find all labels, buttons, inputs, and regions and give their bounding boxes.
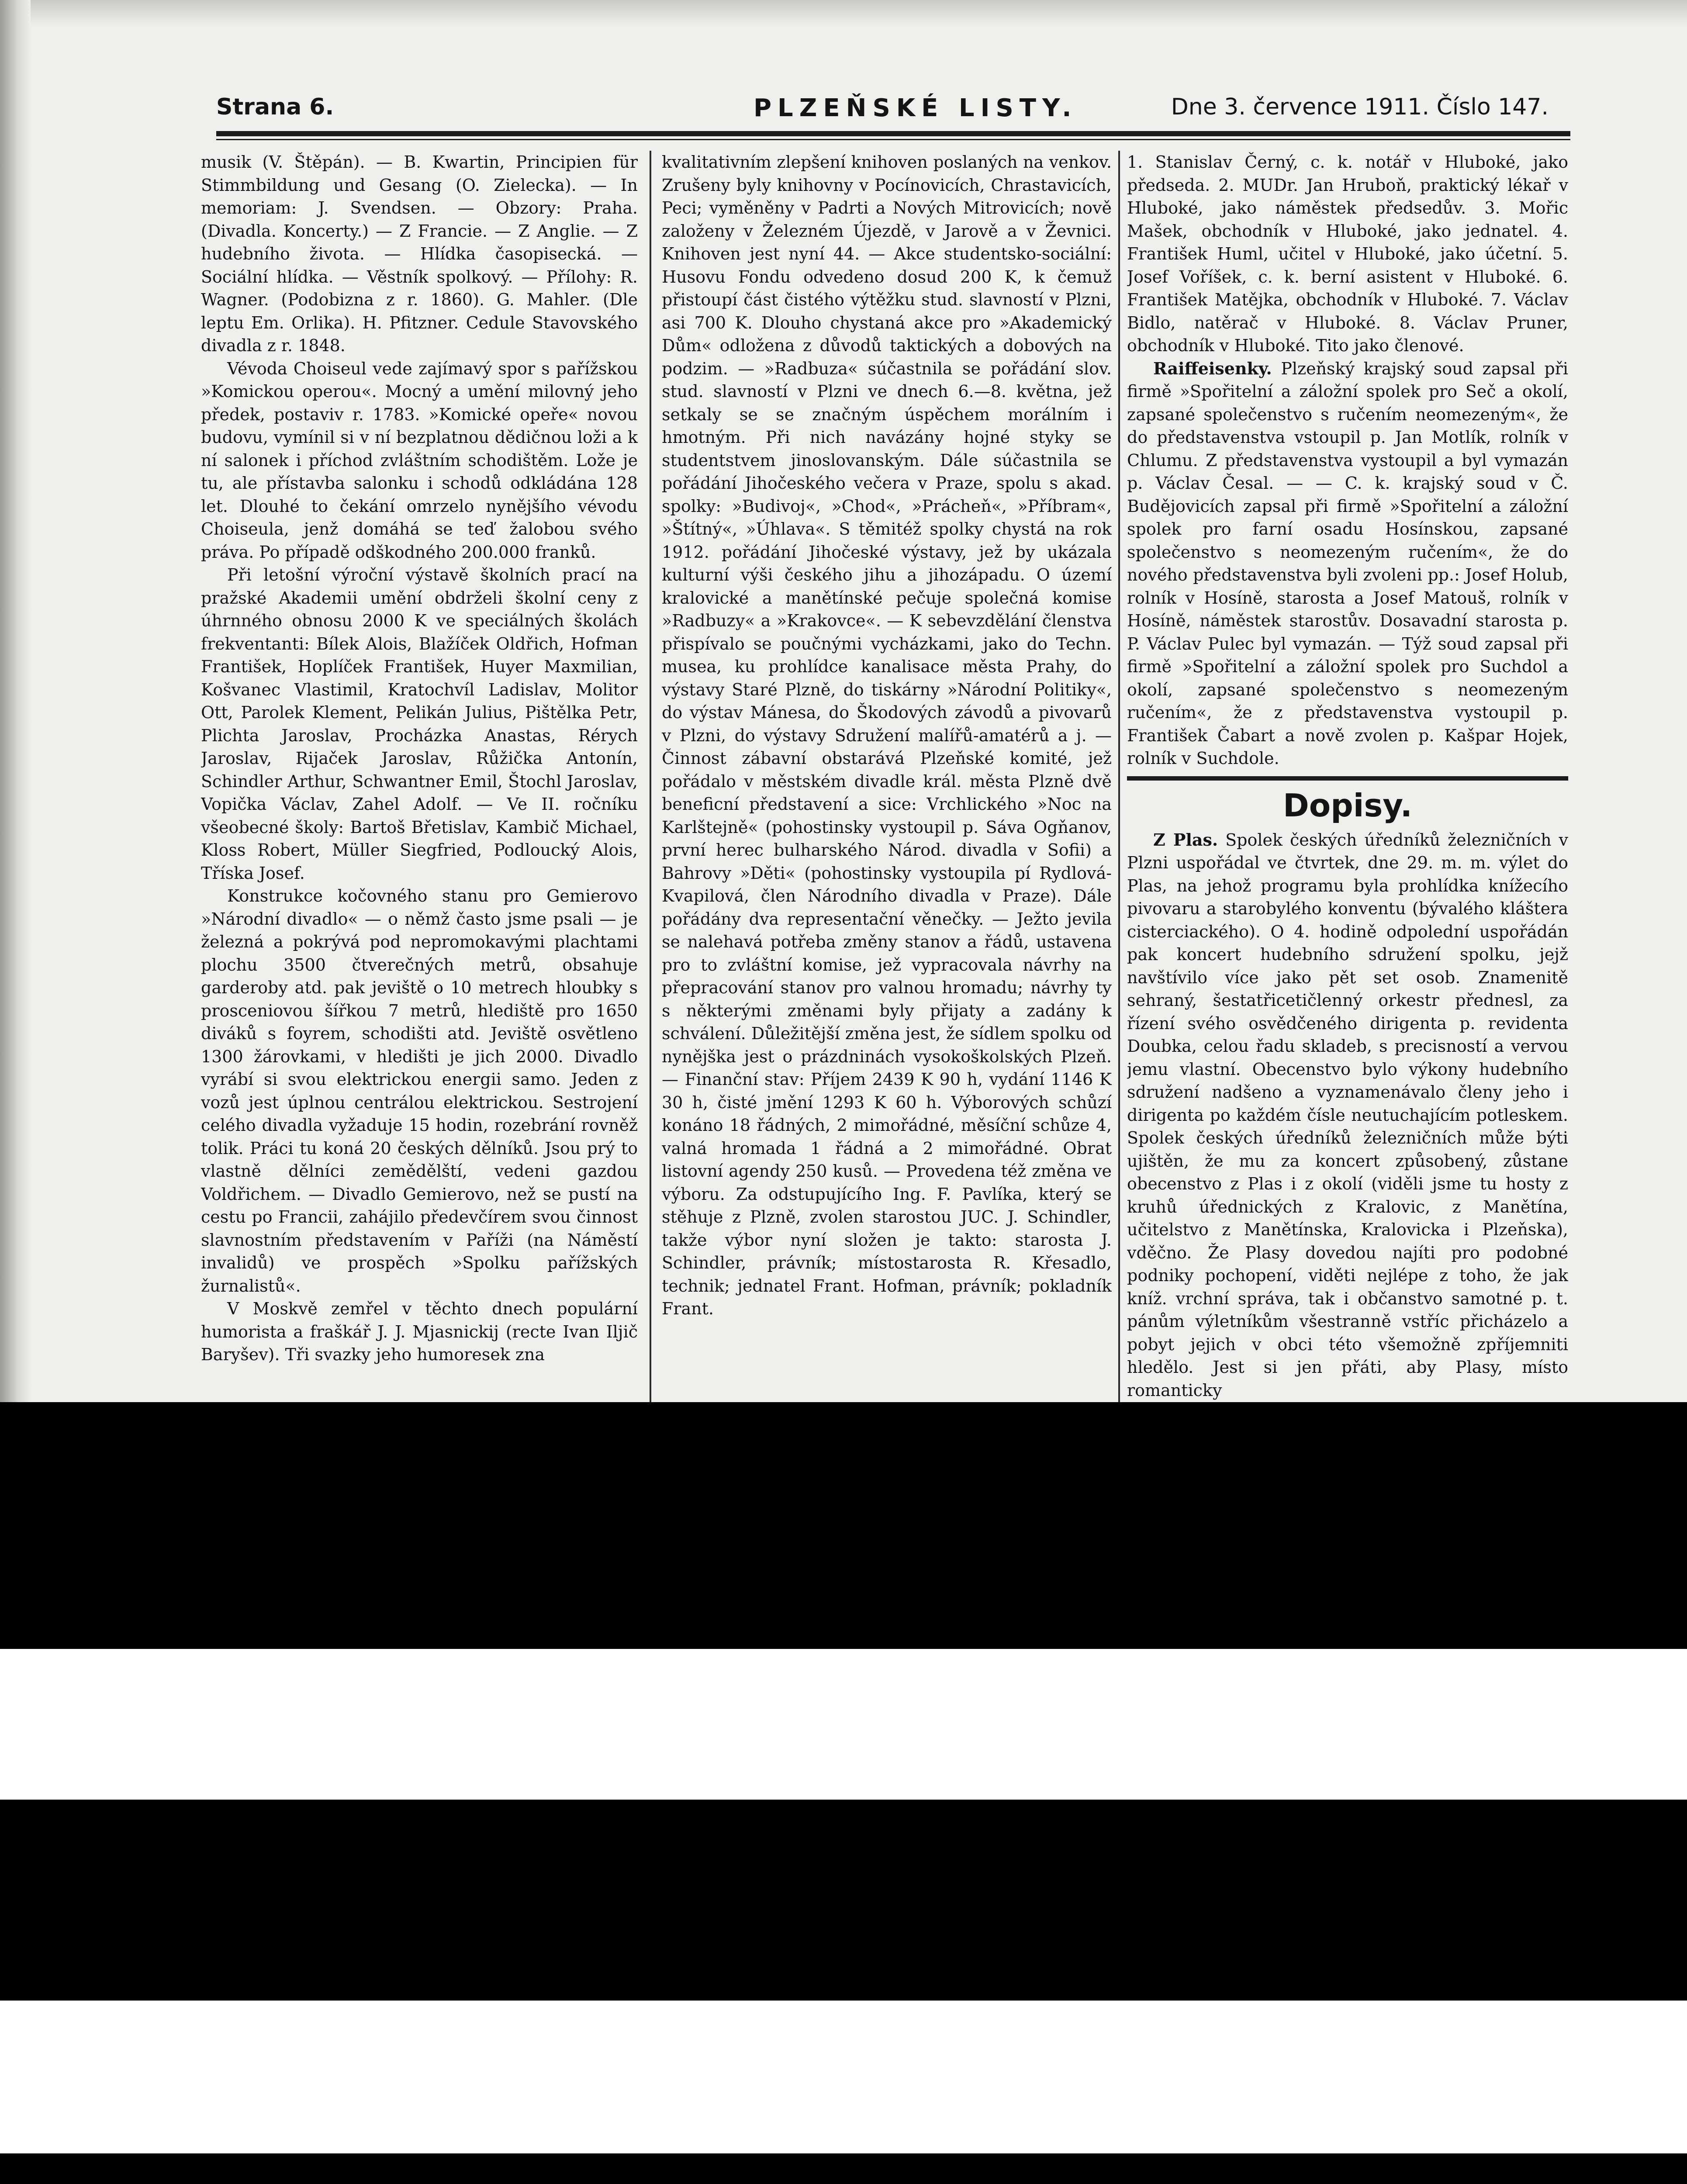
paragraph-text: Spolek českých úředníků železničních v Plzni uspořádal ve čtvrtek, dne 29. m. m. výlet do Plas, na jehož programu byla prohlídka knížecího pivovaru a starobylého konventu (bývalého kláštera cisterciackého). O 4. hodině odpolední uspořádán pak koncert hudebního sdružení spolku, jejž navštívilo více jako pět set osob. Znamenitě sehraný, šestatřicetičlenný orkestr přednesl, za řízení svého osvědčeného dirigenta p. revidenta Doubka, celou řadu skladeb, s precisností a vervou jemu vlastní. Obecenstvo bylo výkony hudebního sdružení nadšeno a vyznamenávalo členy jeho i dirigenta po každém čísle neutuchajícím potleskem. Spolek českých úředníků železničních může býti ujištěn, že mu za koncert způsobený, zůstane obecenstvo z Plas i z okolí (viděli jsme tu hosty z kruhů úřednických z Kralovic, z Manětína, učitelstvo z Manětínska, Kralovicka i Plzeňska), vděčno. Že Plasy dovedou najíti pro podobné podniky pochopení, viděti nejlépe z toho, že jak kníž. vrchní správa, tak i občanstvo samotné p. t. pánům výletníkům všestranně vstříc přicházelo a pobyt jejich v obci této všemožně zpříjemniti hledělo. Jest si jen přáti, aby Plasy, místo romanticky: [1127, 830, 1568, 1400]
paragraph-text: Plzeňský krajský soud zapsal při firmě »Spořitelní a záložní spolek pro Seč a okolí, zapsané společenstvo s ručením neomezeným«, že do představenstva vstoupil p. Jan Motlík, rolník v Chlumu. Z představenstva vystoupil a byl vymazán p. Václav Česal. — — C. k. krajský soud v Č. Budějovicích zapsal při firmě »Spořitelní a záložní spolek pro farní osadu Hosínskou, zapsané společenstvo s neomezeným ručením«, že do nového představenstva byli zvoleni pp.: Josef Holub, rolník v Hosíně, starosta a Josef Matouš, rolník v Hosíně, náměstek starostův. Dosavadní starosta p. P. Václav Pulec byl vymazán. — Týž soud zapsal při firmě »Spořitelní a záložní spolek pro Suchdol a okolí, zapsané společenstvo s neomezeným ručením«, že z představenstva vystoupil p. František Čabart a nově zvolen p. Kašpar Hojek, rolník v Suchdole.: [1127, 359, 1568, 768]
paragraph: musik (V. Štěpán). — B. Kwartin, Principien für Stimmbildung und Gesang (O. Zielecka). — In memoriam: J. Svendsen. — Obzory: Praha. (Divadla. Koncerty.) — Z Francie. — Z Anglie. — Z hudebního života. — Hlídka časopisecká. — Sociální hlídka. — Věstník spolkový. — Přílohy: R. Wagner. (Podobizna z r. 1860). G. Mahler. (Dle leptu Em. Orlika). H. Pfitzner. Cedule Stavovského divadla z r. 1848.: [201, 152, 638, 355]
column-divider: [650, 151, 651, 1402]
black-band: [0, 1402, 1687, 1649]
column-divider: [1118, 151, 1120, 1402]
paragraph-lead: Raiffeisenky.: [1153, 358, 1272, 378]
scan-edge-top: [0, 0, 1687, 26]
paragraph: kvalitativním zlepšení knihoven poslaných na venkov. Zrušeny byly knihovny v Pocínovicích, Chrastavicích, Peci; vyměněny v Padrti a Nových Mitrovicích; nově založeny v Železném Újezdě, v Jarově a v Ževnici. Knihoven jest nyní 44. — Akce studentsko-sociální: Husovu Fondu odvedeno dosud 200 K, k čemuž přistoupí část čistého výtěžku stud. slavností v Plzni, asi 700 K. Dlouho chystaná akce pro »Akademický Dům« odložena z důvodů taktických a dobových na podzim. — »Radbuza« súčastnila se pořádání slov. stud. slavností v Plzni ve dnech 6.—8. května, jež setkaly se se značným úspěchem morálním i hmotným. Při nich navázány hojné styky se studentstvem jinoslovanským. Dále súčastnila se pořádání Jihočeského večera v Praze, spolu s akad. spolky: »Budivoj«, »Chod«, »Prácheň«, »Příbram«, »Štítný«, »Úhlava«. S těmitéž spolky chystá na rok 1912. pořádání Jihočeské výstavy, jež by ukázala kulturní výši českého jihu a jihozápadu. O území kralovické a manětínské pečuje společná komise »Radbuzy« a »Krakovce«. — K sebevzdělání členstva přispívalo se poučnými vycházkami, jako do Techn. musea, ku prohlídce kanalisace města Prahy, do výstavy Staré Plzně, do tiskárny »Národní Politiky«, do výstav Mánesa, do Škodových závodů a pivovarů v Plzni, do výstavy Sdružení malířů-amatérů a j. — Činnost zábavní obstarává Plzeňské komité, jež pořádalo v městském divadle král. města Plzně dvě beneficní představení a sice: Vrchlického »Noc na Karlštejně« (pohostinsky vystoupil p. Sáva Ogňanov, první herec bulharského Národ. divadla v Sofii) a Bahrovy »Děti« (pohostinsky vystoupila pí Rydlová-Kvapilová, člen Národního divadla v Praze). Dále pořádány dva representační věnečky. — Ježto jevila se nalehavá potřeba změny stanov a řádů, ustavena pro to zvláštní komise, jež vypracovala návrhy na přepracování stanov pro valnou hromadu; návrhy ty s některými změnami byly přijaty a zadány k schválení. Důležitější změna jest, že sídlem spolku od nynějška jest o prázdninách vysokoškolských Plzeň. — Finanční stav: Příjem 2439 K 90 h, vydání 1146 K 30 h, čisté jmění 1293 K 60 h. Výborových schůzí konáno 18 řádných, 2 mimořádné, měsíční schůze 4, valná hromada 1 řádná a 2 mimořádné. Obrat listovní agendy 250 kusů. — Provedena též změna ve výboru. Za odstupujícího Ing. F. Pavlíka, který se stěhuje z Plzně, zvolen starostou JUC. J. Schindler, takže výbor nyní složen je takto: starosta J. Schindler, právník; místostarosta R. Křesadlo, technik; jednatel Frant. Hofman, právník; pokladník Frant.: [662, 152, 1112, 1318]
paragraph: Vévoda Choiseul vede zajímavý spor s pařížskou »Komickou operou«. Mocný a umění milovný jeho předek, postaviv r. 1783. »Komické opeře« novou budovu, vymínil si v ní bezplatnou dědičnou loži a k ní salonek i příchod zvláštním schodištěm. Lože je tu, ale přístavba salonku i schodů odkládána 128 let. Dlouhé to čekání omrzelo nynějšího vévodu Choiseula, jenž domáhá se teď žalobou svého práva. Po případě odškodného 200.000 franků.: [201, 359, 638, 562]
paragraph: Konstrukce kočovného stanu pro Gemierovo »Národní divadlo« — o němž často jsme psali — je železná a pokrývá pod nepromokavými plachtami plochu 3500 čtverečných metrů, obsahuje garderoby atd. pak jeviště o 10 metrech hloubky s prosceniovou šířkou 7 metrů, hlediště pro 1650 diváků s foyrem, schodišti atd. Jeviště osvětleno 1300 žárovkami, v hledišti je jich 2000. Divadlo vyrábí si svou elektrickou energii samo. Jeden z vozů jest úplnou centrálou elektrickou. Sestrojení celého divadla vyžaduje 15 hodin, rozebrání rovněž tolik. Práci tu koná 20 českých dělníků. Jsou prý to vlastně dělníci zemědělští, vedeni gazdou Voldřichem. — Divadlo Gemierovo, než se pustí na cestu po Francii, zahájilo předevčírem svou činnost slavnostním představením v Paříži (na Náměstí invalidů) ve prospěch »Spolku pařížských žurnalistů«.: [201, 886, 638, 1296]
scan-edge-left: [0, 0, 31, 1402]
black-band: [0, 2153, 1687, 2184]
paragraph-plas: [1127, 829, 1568, 1402]
paragraph-lead: Z Plas.: [1153, 829, 1218, 850]
paragraph: 1. Stanislav Černý, c. k. notář v Hluboké, jako předseda. 2. MUDr. Jan Hruboň, praktický lékař v Hluboké, jako náměstek předsedův. 3. Mořic Mašek, obchodník v Hluboké, jako jednatel. 4. František Huml, učitel v Hluboké, jako účetní. 5. Josef Voříšek, c. k. berní asistent v Hluboké. 6. František Matějka, obchodník v Hluboké. 7. Václav Bidlo, natěrač v Hluboké. 8. Václav Pruner, obchodník v Hluboké. Tito jako členové.: [1127, 152, 1568, 355]
paragraph: Při letošní výroční výstavě školních prací na pražské Akademii umění obdrželi školní ceny z úhrnného obnosu 2000 K ve speciálných školách frekventanti: Bílek Alois, Blažíček Oldřich, Hofman František, Hoplíček František, Huyer Maxmilian, Košvanec Vlastimil, Kratochvíl Ladislav, Molitor Ott, Parolek Klement, Pelikán Julius, Pištělka Petr, Plichta Jaroslav, Procházka Anastas, Rérych Jaroslav, Rijaček Jaroslav, Růžička Antonín, Schindler Arthur, Schwantner Emil, Štochl Jaroslav, Vopička Václav, Zahel Adolf. — Ve II. ročníku všeobecné školy: Bartoš Břetislav, Kambič Michael, Kloss Robert, Müller Siegfried, Podloucký Alois, Tříska Josef.: [201, 565, 638, 883]
section-title: Dopisy.: [1283, 787, 1412, 824]
column-1: [201, 151, 638, 1402]
issue-date: Dne 3. července 1911. Číslo 147.: [1171, 94, 1549, 120]
black-band: [0, 1800, 1687, 2001]
header-rule-thin: [216, 139, 1570, 140]
page-number: Strana 6.: [216, 94, 334, 120]
header-rule: [216, 131, 1570, 136]
column-3: [1127, 151, 1568, 1402]
section-rule: [1127, 776, 1568, 781]
newspaper-title: PLZEŇSKÉ LISTY.: [754, 94, 1078, 122]
column-2: [662, 151, 1112, 1402]
page-header: [216, 90, 1549, 124]
paragraph-raiffeisenky: [1127, 357, 1568, 770]
paragraph: V Moskvě zemřel v těchto dnech populární humorista a fraškář J. J. Mjasnickij (recte Ivan Iljič Baryšev). Tři svazky jeho humoresek zna: [201, 1299, 638, 1364]
